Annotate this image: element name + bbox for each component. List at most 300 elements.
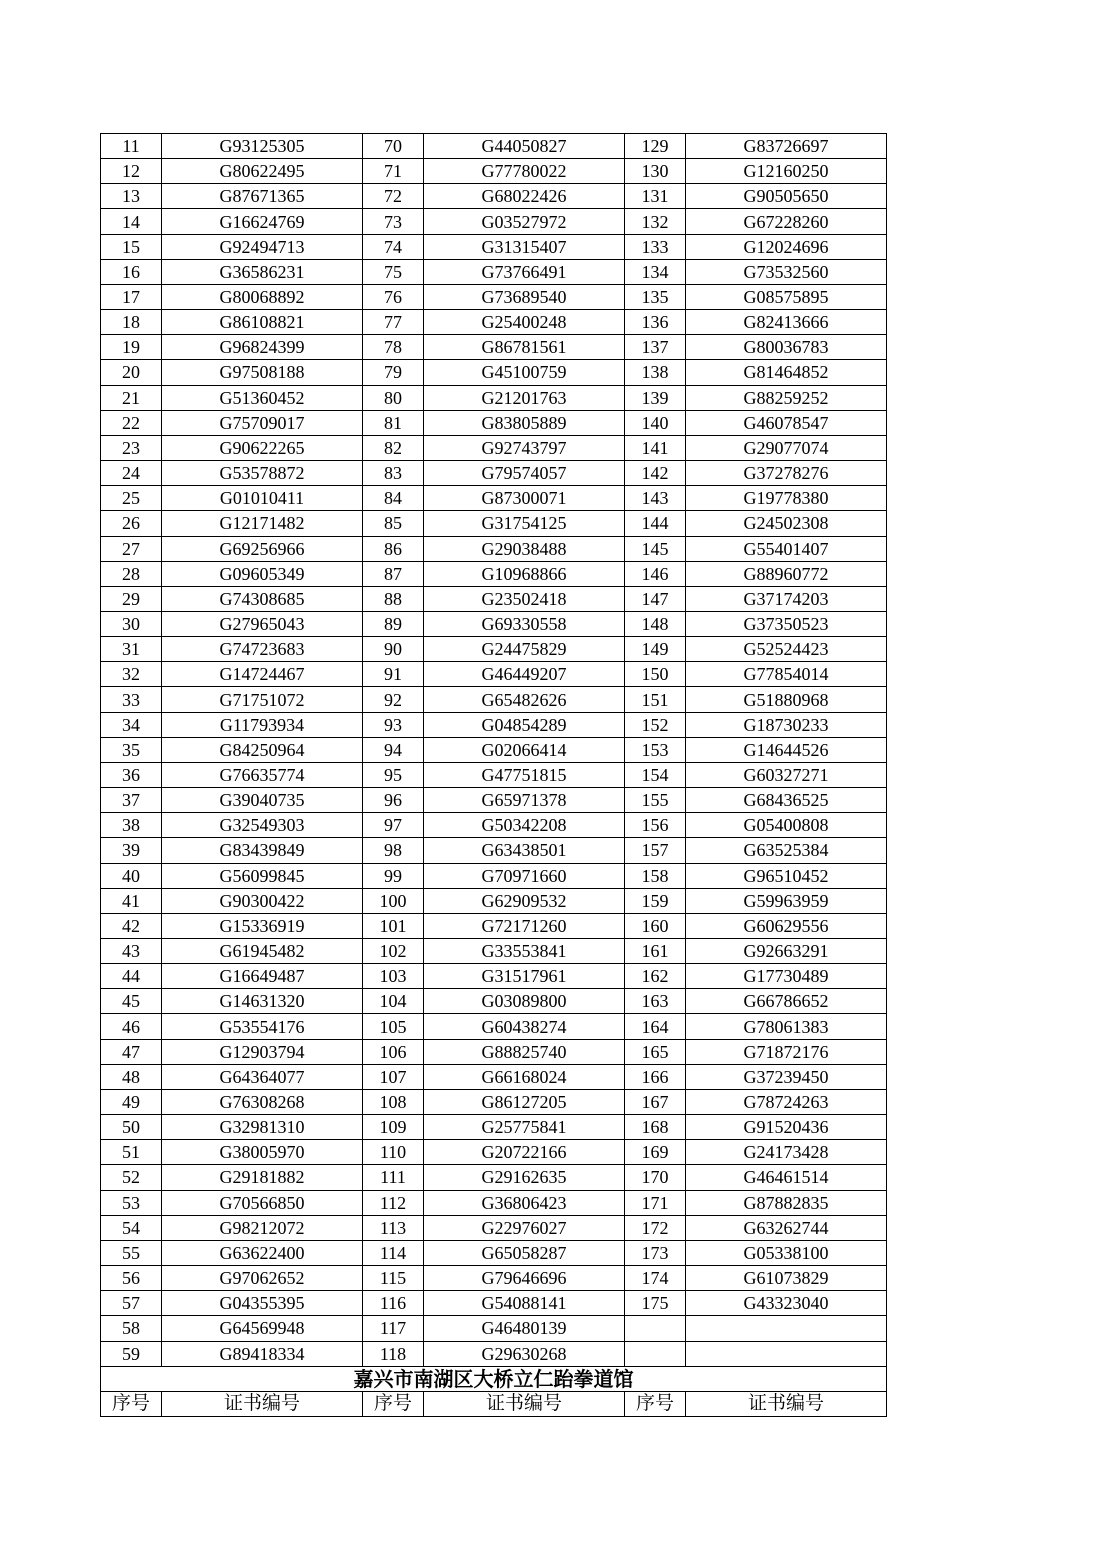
cell-seq: 18 (101, 310, 162, 335)
cell-cert-no: G73532560 (686, 259, 887, 284)
cell-cert-no: G45100759 (424, 360, 625, 385)
cell-cert-no: G03527972 (424, 209, 625, 234)
cell-seq: 94 (363, 737, 424, 762)
cell-cert-no: G04355395 (162, 1291, 363, 1316)
cell-cert-no: G44050827 (424, 134, 625, 159)
cell-seq: 135 (625, 284, 686, 309)
cell-seq: 95 (363, 762, 424, 787)
cell-cert-no: G92494713 (162, 234, 363, 259)
table-body (101, 134, 887, 1367)
cell-cert-no: G68022426 (424, 184, 625, 209)
cell-seq: 37 (101, 788, 162, 813)
cell-seq: 17 (101, 284, 162, 309)
cell-seq: 118 (363, 1341, 424, 1366)
cell-cert-no: G43323040 (686, 1291, 887, 1316)
table-row (101, 435, 887, 460)
cell-cert-no: G67228260 (686, 209, 887, 234)
table-row (101, 1089, 887, 1114)
cell-seq: 157 (625, 838, 686, 863)
cell-seq: 99 (363, 863, 424, 888)
cell-cert-no: G12903794 (162, 1039, 363, 1064)
cell-seq: 167 (625, 1089, 686, 1114)
header-seq: 序号 (363, 1391, 424, 1416)
cell-seq: 105 (363, 1014, 424, 1039)
cell-seq: 34 (101, 712, 162, 737)
cell-cert-no: G70566850 (162, 1190, 363, 1215)
cell-cert-no: G37239450 (686, 1064, 887, 1089)
table-row (101, 712, 887, 737)
cell-seq: 170 (625, 1165, 686, 1190)
cell-cert-no: G65482626 (424, 687, 625, 712)
cell-seq: 29 (101, 586, 162, 611)
cell-cert-no: G27965043 (162, 611, 363, 636)
cell-cert-no: G97508188 (162, 360, 363, 385)
table-row (101, 385, 887, 410)
header-cert-no: 证书编号 (686, 1391, 887, 1416)
cell-seq: 58 (101, 1316, 162, 1341)
table-row (101, 360, 887, 385)
cell-seq: 79 (363, 360, 424, 385)
club-title: 嘉兴市南湖区大桥立仁跆拳道馆 (101, 1366, 887, 1391)
cell-seq: 149 (625, 637, 686, 662)
cell-seq: 172 (625, 1215, 686, 1240)
cell-cert-no: G23502418 (424, 586, 625, 611)
cell-seq: 155 (625, 788, 686, 813)
cell-seq: 71 (363, 159, 424, 184)
cell-seq (625, 1341, 686, 1366)
cell-cert-no: G60438274 (424, 1014, 625, 1039)
cell-cert-no: G12160250 (686, 159, 887, 184)
cell-cert-no: G53554176 (162, 1014, 363, 1039)
cell-seq: 160 (625, 913, 686, 938)
cell-seq: 38 (101, 813, 162, 838)
table-row (101, 511, 887, 536)
cell-seq: 55 (101, 1240, 162, 1265)
cell-cert-no: G29038488 (424, 536, 625, 561)
cell-seq: 27 (101, 536, 162, 561)
cell-seq: 145 (625, 536, 686, 561)
cell-cert-no: G59963959 (686, 888, 887, 913)
cell-cert-no: G09605349 (162, 561, 363, 586)
cell-seq: 40 (101, 863, 162, 888)
cell-seq: 15 (101, 234, 162, 259)
cell-cert-no: G51360452 (162, 385, 363, 410)
cell-seq: 129 (625, 134, 686, 159)
cell-seq: 52 (101, 1165, 162, 1190)
table-row (101, 134, 887, 159)
cell-cert-no: G36806423 (424, 1190, 625, 1215)
cell-seq: 36 (101, 762, 162, 787)
cell-cert-no: G60629556 (686, 913, 887, 938)
cell-seq: 117 (363, 1316, 424, 1341)
cell-cert-no: G21201763 (424, 385, 625, 410)
cell-cert-no: G65971378 (424, 788, 625, 813)
cell-cert-no: G63262744 (686, 1215, 887, 1240)
cell-cert-no: G19778380 (686, 486, 887, 511)
cell-seq: 54 (101, 1215, 162, 1240)
cell-seq: 144 (625, 511, 686, 536)
cell-seq: 139 (625, 385, 686, 410)
cell-cert-no: G05338100 (686, 1240, 887, 1265)
cell-cert-no: G01010411 (162, 486, 363, 511)
cell-cert-no: G68436525 (686, 788, 887, 813)
cell-seq: 59 (101, 1341, 162, 1366)
cell-cert-no: G11793934 (162, 712, 363, 737)
cell-seq: 150 (625, 662, 686, 687)
table-row (101, 259, 887, 284)
table-row (101, 813, 887, 838)
cell-seq: 130 (625, 159, 686, 184)
table-row (101, 888, 887, 913)
cell-cert-no: G96510452 (686, 863, 887, 888)
cell-cert-no: G39040735 (162, 788, 363, 813)
cell-seq: 168 (625, 1115, 686, 1140)
cell-seq: 114 (363, 1240, 424, 1265)
table-row (101, 410, 887, 435)
cell-seq: 77 (363, 310, 424, 335)
cell-cert-no (686, 1316, 887, 1341)
cell-cert-no: G47751815 (424, 762, 625, 787)
cell-seq: 14 (101, 209, 162, 234)
cell-seq: 174 (625, 1266, 686, 1291)
cell-cert-no: G10968866 (424, 561, 625, 586)
cell-seq: 141 (625, 435, 686, 460)
table-row (101, 838, 887, 863)
cell-seq: 80 (363, 385, 424, 410)
cell-seq: 85 (363, 511, 424, 536)
cell-cert-no: G16624769 (162, 209, 363, 234)
cell-seq: 161 (625, 939, 686, 964)
cell-seq: 28 (101, 561, 162, 586)
table-row (101, 989, 887, 1014)
cell-seq: 102 (363, 939, 424, 964)
cell-cert-no: G14724467 (162, 662, 363, 687)
cell-seq: 75 (363, 259, 424, 284)
cell-seq: 84 (363, 486, 424, 511)
table-row (101, 1291, 887, 1316)
cell-cert-no: G78724263 (686, 1089, 887, 1114)
cell-seq: 164 (625, 1014, 686, 1039)
cell-cert-no: G80622495 (162, 159, 363, 184)
table-row (101, 159, 887, 184)
cell-cert-no: G36586231 (162, 259, 363, 284)
cell-cert-no: G46449207 (424, 662, 625, 687)
cell-seq: 32 (101, 662, 162, 687)
cell-cert-no: G12171482 (162, 511, 363, 536)
table-row (101, 788, 887, 813)
cell-cert-no: G05400808 (686, 813, 887, 838)
cell-cert-no: G37278276 (686, 461, 887, 486)
cell-cert-no: G37174203 (686, 586, 887, 611)
table-row (101, 611, 887, 636)
cell-seq: 70 (363, 134, 424, 159)
cell-cert-no: G86127205 (424, 1089, 625, 1114)
cell-seq: 131 (625, 184, 686, 209)
cell-seq: 73 (363, 209, 424, 234)
table-row (101, 1316, 887, 1341)
cell-cert-no: G69256966 (162, 536, 363, 561)
cell-cert-no: G14631320 (162, 989, 363, 1014)
cell-cert-no: G02066414 (424, 737, 625, 762)
cell-cert-no: G77780022 (424, 159, 625, 184)
table-row (101, 662, 887, 687)
cell-cert-no: G63438501 (424, 838, 625, 863)
cell-seq: 134 (625, 259, 686, 284)
cell-seq: 106 (363, 1039, 424, 1064)
cell-seq: 30 (101, 611, 162, 636)
cell-seq: 51 (101, 1140, 162, 1165)
cell-cert-no: G25400248 (424, 310, 625, 335)
cell-cert-no: G04854289 (424, 712, 625, 737)
cell-seq: 16 (101, 259, 162, 284)
cell-cert-no: G29162635 (424, 1165, 625, 1190)
cell-seq: 49 (101, 1089, 162, 1114)
cell-cert-no: G66168024 (424, 1064, 625, 1089)
cell-cert-no: G17730489 (686, 964, 887, 989)
header-seq: 序号 (625, 1391, 686, 1416)
cell-seq: 35 (101, 737, 162, 762)
cell-cert-no: G70971660 (424, 863, 625, 888)
cell-seq: 100 (363, 888, 424, 913)
cell-seq: 45 (101, 989, 162, 1014)
cell-seq: 48 (101, 1064, 162, 1089)
cell-cert-no: G81464852 (686, 360, 887, 385)
cell-cert-no: G65058287 (424, 1240, 625, 1265)
table-row (101, 234, 887, 259)
cell-seq: 115 (363, 1266, 424, 1291)
cell-cert-no: G90622265 (162, 435, 363, 460)
cell-seq: 137 (625, 335, 686, 360)
table-row (101, 486, 887, 511)
table-row (101, 561, 887, 586)
cell-cert-no: G74308685 (162, 586, 363, 611)
cell-cert-no: G87671365 (162, 184, 363, 209)
title-row (101, 1366, 887, 1391)
table-row (101, 335, 887, 360)
table-row (101, 184, 887, 209)
cell-seq: 171 (625, 1190, 686, 1215)
cell-cert-no: G97062652 (162, 1266, 363, 1291)
cell-cert-no: G46461514 (686, 1165, 887, 1190)
cell-cert-no: G31754125 (424, 511, 625, 536)
table-row (101, 637, 887, 662)
cell-seq: 146 (625, 561, 686, 586)
cell-cert-no: G32981310 (162, 1115, 363, 1140)
cell-cert-no: G98212072 (162, 1215, 363, 1240)
cell-seq: 113 (363, 1215, 424, 1240)
cell-cert-no: G83805889 (424, 410, 625, 435)
table-row (101, 586, 887, 611)
table-row (101, 1064, 887, 1089)
cell-seq: 110 (363, 1140, 424, 1165)
cell-cert-no: G74723683 (162, 637, 363, 662)
table-row (101, 1014, 887, 1039)
cell-cert-no: G66786652 (686, 989, 887, 1014)
cell-cert-no: G31517961 (424, 964, 625, 989)
cell-cert-no: G52524423 (686, 637, 887, 662)
cell-cert-no: G71872176 (686, 1039, 887, 1064)
cell-seq: 158 (625, 863, 686, 888)
cell-cert-no: G38005970 (162, 1140, 363, 1165)
table-row (101, 964, 887, 989)
cell-cert-no: G71751072 (162, 687, 363, 712)
cell-cert-no: G63525384 (686, 838, 887, 863)
cell-cert-no: G29630268 (424, 1341, 625, 1366)
cell-cert-no: G79574057 (424, 461, 625, 486)
cell-cert-no: G86781561 (424, 335, 625, 360)
cell-cert-no: G15336919 (162, 913, 363, 938)
cell-cert-no: G24475829 (424, 637, 625, 662)
cell-seq: 166 (625, 1064, 686, 1089)
cell-seq: 138 (625, 360, 686, 385)
cell-seq: 47 (101, 1039, 162, 1064)
cell-seq: 109 (363, 1115, 424, 1140)
cell-seq: 12 (101, 159, 162, 184)
cell-cert-no: G61945482 (162, 939, 363, 964)
cell-cert-no: G16649487 (162, 964, 363, 989)
cell-cert-no: G18730233 (686, 712, 887, 737)
cell-seq: 72 (363, 184, 424, 209)
cell-seq: 107 (363, 1064, 424, 1089)
cell-seq: 175 (625, 1291, 686, 1316)
cell-cert-no: G80036783 (686, 335, 887, 360)
cell-cert-no: G24502308 (686, 511, 887, 536)
cell-seq: 87 (363, 561, 424, 586)
cell-cert-no: G89418334 (162, 1341, 363, 1366)
table-row (101, 536, 887, 561)
cell-seq: 33 (101, 687, 162, 712)
table-row (101, 1039, 887, 1064)
cell-cert-no: G32549303 (162, 813, 363, 838)
cell-seq: 11 (101, 134, 162, 159)
table-row (101, 310, 887, 335)
cell-cert-no: G22976027 (424, 1215, 625, 1240)
table-row (101, 1215, 887, 1240)
cell-cert-no: G72171260 (424, 913, 625, 938)
cell-seq: 53 (101, 1190, 162, 1215)
cell-cert-no: G87300071 (424, 486, 625, 511)
cell-seq: 98 (363, 838, 424, 863)
table-row (101, 461, 887, 486)
cell-cert-no: G37350523 (686, 611, 887, 636)
cell-seq: 140 (625, 410, 686, 435)
cell-seq: 153 (625, 737, 686, 762)
cell-cert-no: G83439849 (162, 838, 363, 863)
cell-seq: 25 (101, 486, 162, 511)
cell-cert-no: G25775841 (424, 1115, 625, 1140)
cell-cert-no: G69330558 (424, 611, 625, 636)
cell-seq: 88 (363, 586, 424, 611)
cell-seq: 92 (363, 687, 424, 712)
cell-cert-no: G88259252 (686, 385, 887, 410)
cell-seq: 42 (101, 913, 162, 938)
cell-seq: 91 (363, 662, 424, 687)
cell-cert-no: G31315407 (424, 234, 625, 259)
cell-seq: 136 (625, 310, 686, 335)
cell-cert-no: G24173428 (686, 1140, 887, 1165)
table-row (101, 762, 887, 787)
cell-seq: 148 (625, 611, 686, 636)
cell-cert-no: G55401407 (686, 536, 887, 561)
cell-seq: 74 (363, 234, 424, 259)
cell-seq: 132 (625, 209, 686, 234)
cell-seq (625, 1316, 686, 1341)
cell-seq: 143 (625, 486, 686, 511)
cell-cert-no: G14644526 (686, 737, 887, 762)
table-row (101, 209, 887, 234)
cell-cert-no: G88960772 (686, 561, 887, 586)
cell-cert-no: G56099845 (162, 863, 363, 888)
table-row (101, 284, 887, 309)
cell-cert-no (686, 1341, 887, 1366)
cell-cert-no: G08575895 (686, 284, 887, 309)
cell-cert-no: G64364077 (162, 1064, 363, 1089)
cell-seq: 50 (101, 1115, 162, 1140)
header-cert-no: 证书编号 (162, 1391, 363, 1416)
cell-cert-no: G77854014 (686, 662, 887, 687)
cell-cert-no: G96824399 (162, 335, 363, 360)
cell-seq: 78 (363, 335, 424, 360)
cell-seq: 104 (363, 989, 424, 1014)
cell-seq: 103 (363, 964, 424, 989)
cell-seq: 162 (625, 964, 686, 989)
cell-cert-no: G93125305 (162, 134, 363, 159)
table-row (101, 1341, 887, 1366)
cell-cert-no: G73766491 (424, 259, 625, 284)
cell-seq: 19 (101, 335, 162, 360)
cell-seq: 26 (101, 511, 162, 536)
cell-cert-no: G29077074 (686, 435, 887, 460)
cell-seq: 97 (363, 813, 424, 838)
cell-cert-no: G86108821 (162, 310, 363, 335)
cell-cert-no: G62909532 (424, 888, 625, 913)
table-row (101, 1240, 887, 1265)
cell-seq: 112 (363, 1190, 424, 1215)
cell-seq: 43 (101, 939, 162, 964)
cell-seq: 41 (101, 888, 162, 913)
cell-cert-no: G63622400 (162, 1240, 363, 1265)
cell-cert-no: G76635774 (162, 762, 363, 787)
cell-seq: 133 (625, 234, 686, 259)
table-row (101, 863, 887, 888)
cell-cert-no: G64569948 (162, 1316, 363, 1341)
table-row (101, 1165, 887, 1190)
cell-seq: 108 (363, 1089, 424, 1114)
table-row (101, 1115, 887, 1140)
cell-cert-no: G80068892 (162, 284, 363, 309)
table-row (101, 913, 887, 938)
header-seq: 序号 (101, 1391, 162, 1416)
cell-seq: 151 (625, 687, 686, 712)
cell-cert-no: G46078547 (686, 410, 887, 435)
cell-seq: 86 (363, 536, 424, 561)
cell-cert-no: G33553841 (424, 939, 625, 964)
cell-cert-no: G50342208 (424, 813, 625, 838)
cell-seq: 116 (363, 1291, 424, 1316)
cell-seq: 39 (101, 838, 162, 863)
cell-cert-no: G91520436 (686, 1115, 887, 1140)
cell-cert-no: G87882835 (686, 1190, 887, 1215)
cell-seq: 156 (625, 813, 686, 838)
cell-seq: 83 (363, 461, 424, 486)
cell-seq: 44 (101, 964, 162, 989)
cell-cert-no: G60327271 (686, 762, 887, 787)
cell-cert-no: G79646696 (424, 1266, 625, 1291)
cell-cert-no: G53578872 (162, 461, 363, 486)
cell-seq: 90 (363, 637, 424, 662)
cell-seq: 13 (101, 184, 162, 209)
cell-seq: 165 (625, 1039, 686, 1064)
